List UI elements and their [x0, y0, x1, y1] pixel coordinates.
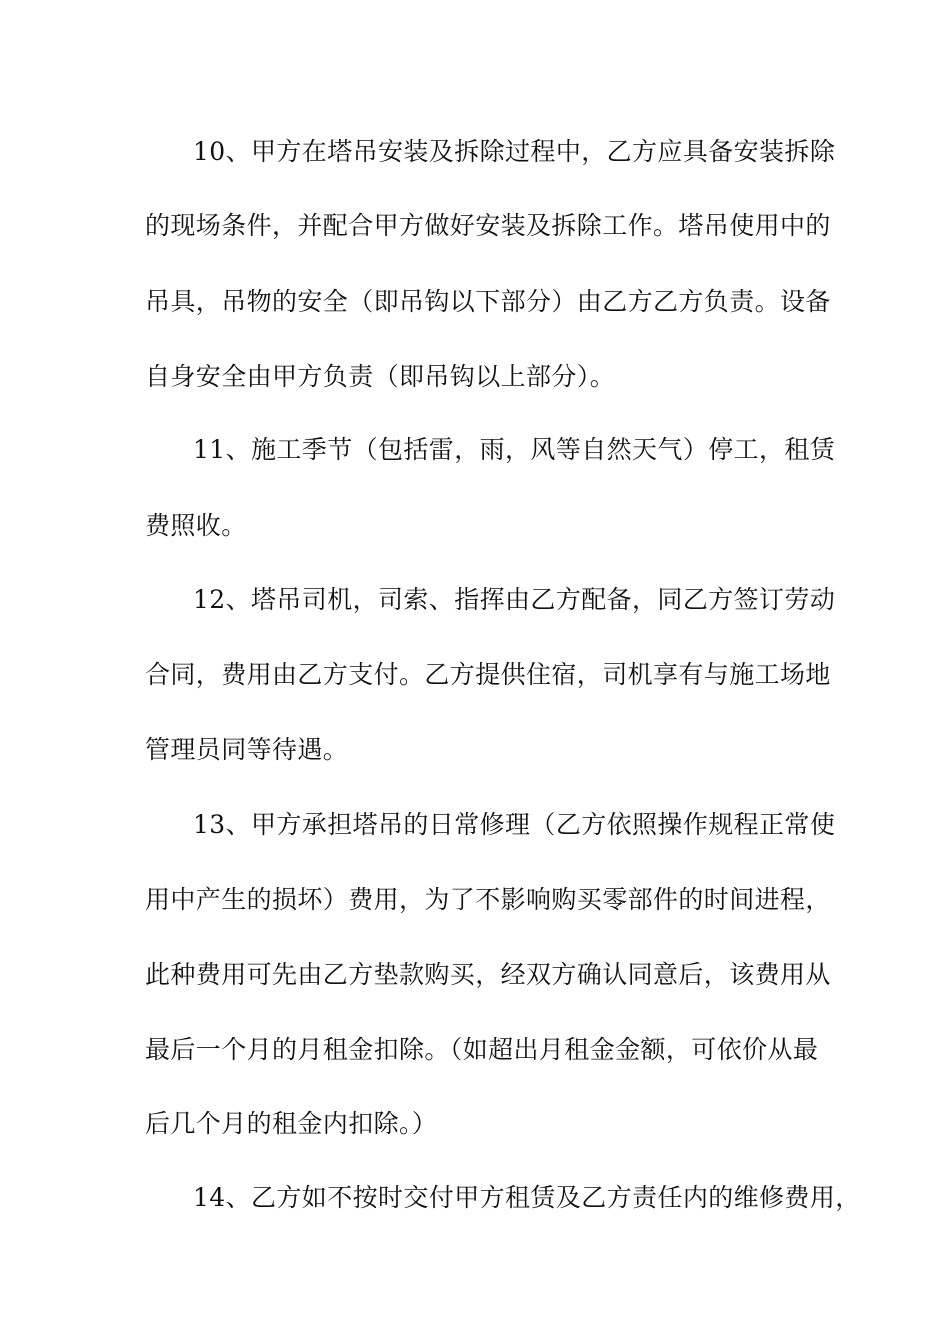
clause-11-line-1: 11、施工季节（包括雷，雨，风等自然天气）停工，租赁: [193, 435, 836, 464]
clause-12-line-1: 12、塔吊司机，司索、指挥由乙方配备，同乙方签订劳动: [193, 585, 836, 614]
clause-14-line-1: 14、乙方如不按时交付甲方租赁及乙方责任内的维修费用，: [193, 1183, 861, 1212]
clause-10-line-3: 吊具，吊物的安全（即吊钩以下部分）由乙方乙方负责。设备: [145, 287, 831, 316]
clause-12-line-2: 合同，费用由乙方支付。乙方提供住宿，司机享有与施工场地: [145, 660, 831, 689]
clause-10-line-1: 10、甲方在塔吊安装及拆除过程中，乙方应具备安装拆除: [193, 137, 836, 166]
clause-13-line-3: 此种费用可先由乙方垫款购买，经双方确认同意后，该费用从: [145, 960, 831, 989]
clause-12-line-3: 管理员同等待遇。: [145, 735, 349, 764]
clause-11-line-2: 费照收。: [145, 511, 247, 540]
clause-13-line-5: 后几个月的租金内扣除。）: [145, 1109, 438, 1138]
clause-13-line-1: 13、甲方承担塔吊的日常修理（乙方依照操作规程正常使: [193, 810, 836, 839]
clause-13-line-2: 用中产生的损坏）费用，为了不影响购买零部件的时间进程，: [145, 885, 831, 914]
clause-10-line-2: 的现场条件，并配合甲方做好安装及拆除工作。塔吊使用中的: [145, 211, 831, 240]
clause-10-line-4: 自身安全由甲方负责（即吊钩以上部分）。: [145, 362, 616, 391]
clause-13-line-4: 最后一个月的月租金扣除。（如超出月租金金额，可依价从最: [145, 1035, 819, 1064]
